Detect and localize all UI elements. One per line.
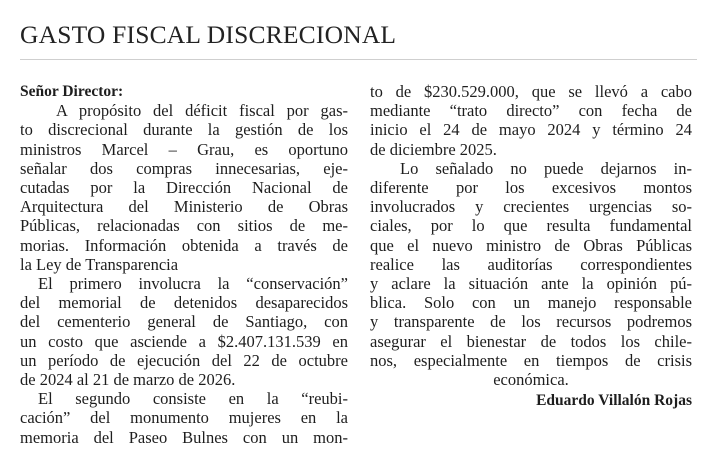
text-line: ciales, por lo que resulta fundamental <box>370 216 692 236</box>
text-line: El primero involucra la “conservación” <box>38 274 348 294</box>
text-line: nos, especialmente en tiempos de crisis <box>370 350 692 370</box>
text-line: to de $230.529.000, que se llevó a cabo <box>370 82 692 101</box>
text-line: inicio el 24 de mayo 2024 y término 24 <box>370 120 692 140</box>
text-line: ministros Marcel – Grau, es oportuno <box>20 139 348 159</box>
text-line: que el nuevo ministro de Obras Públicas <box>370 235 692 255</box>
text-line: involucrados y crecientes urgencias so- <box>370 197 692 217</box>
text-line: diferente por los excesivos montos <box>370 178 692 198</box>
text-line: Públicas, relacionadas con sitios de me- <box>20 216 348 236</box>
text-line: cación” del monumento mujeres en la <box>20 408 348 428</box>
left-column <box>20 82 348 447</box>
text-line: El segundo consiste en la “reubi- <box>38 389 348 409</box>
text-line: to discrecional durante la gestión de los <box>20 120 348 140</box>
text-line: Lo señalado no puede dejarnos in- <box>400 158 692 178</box>
text-line: asegurar el bienestar de todos los chile- <box>370 331 692 351</box>
text-line: del cementerio general de Santiago, con <box>20 312 348 332</box>
text-line: Arquitectura del Ministerio de Obras <box>20 197 348 217</box>
salutation: Señor Director: <box>20 83 124 100</box>
letter-headline: GASTO FISCAL DISCRECIONAL <box>20 20 397 49</box>
text-line: realice las auditorías correspondientes <box>370 254 692 274</box>
text-line: del memorial de detenidos desaparecidos <box>20 293 348 313</box>
text-line: un costo que asciende a $2.407.131.539 en <box>20 331 348 351</box>
text-line: de diciembre 2025. <box>370 139 497 159</box>
text-line: memoria del Paseo Bulnes con un mon- <box>20 427 348 447</box>
text-line: cutadas por la Dirección Nacional de <box>20 178 348 198</box>
headline-rule <box>20 59 697 60</box>
text-line: A propósito del déficit fiscal por gas- <box>56 101 348 121</box>
signature: Eduardo Villalón Rojas <box>536 392 692 410</box>
text-line: de 2024 al 21 de marzo de 2026. <box>20 370 236 390</box>
text-line: mediante “trato directo” con fecha de <box>370 101 692 121</box>
text-line: blica. Solo con un manejo responsable <box>370 293 692 313</box>
text-line: señalar dos compras innecesarias, eje- <box>20 158 348 178</box>
text-line: la Ley de Transparencia <box>20 254 179 274</box>
text-line: y transparente de los recursos podremos <box>370 312 692 332</box>
right-column <box>370 82 692 410</box>
text-line: un período de ejecución del 22 de octubre <box>20 350 348 370</box>
text-line: económica. <box>493 370 569 390</box>
text-line: morias. Información obtenida a través de <box>20 235 348 255</box>
text-line: y aclare la situación ante la opinión pú- <box>370 274 692 294</box>
